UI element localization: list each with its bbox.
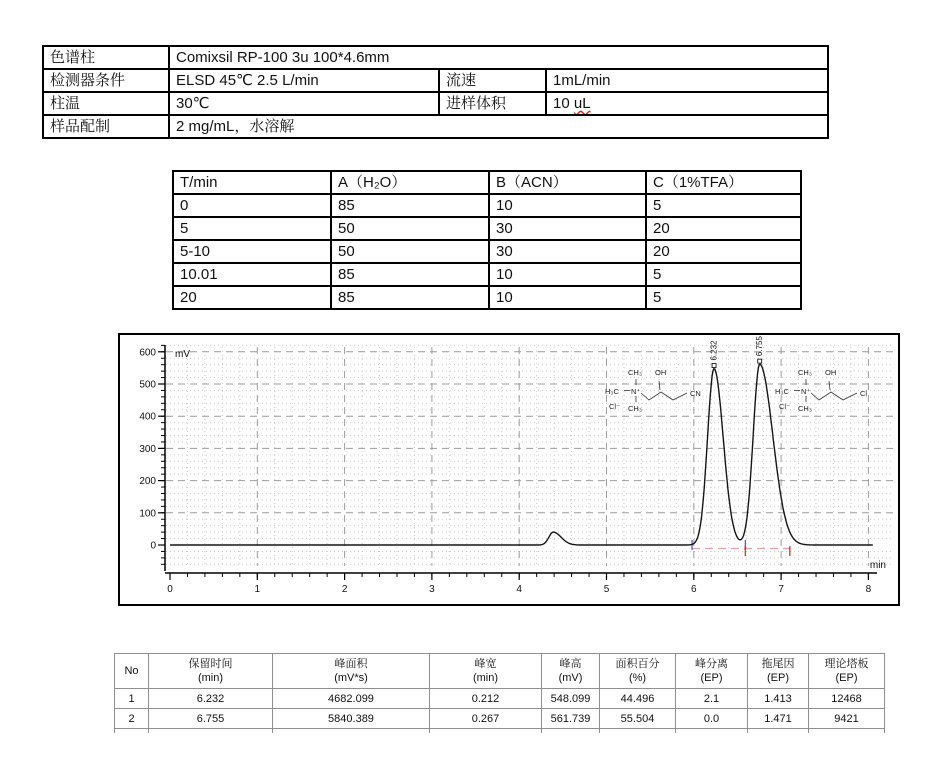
- gradient-header-cell: T/min: [173, 171, 331, 194]
- results-header-cell: 峰面积 (mV*s): [273, 654, 430, 689]
- results-cell: 9421: [809, 709, 885, 729]
- nitrogen-label: N⁺: [801, 387, 811, 396]
- gradient-table: [172, 170, 802, 310]
- x-axis-unit-label: min: [869, 560, 886, 571]
- gradient-row: [173, 217, 801, 240]
- molecule-structure-2: [775, 368, 867, 413]
- top-methyl-label: CH₃: [798, 368, 812, 377]
- gradient-cell: 20: [646, 217, 801, 240]
- y-tick-label: 300: [139, 443, 156, 455]
- results-header-cell: 峰高 (mV): [542, 654, 600, 689]
- x-tick-label: 0: [167, 584, 173, 595]
- condition-label: 进样体积: [439, 92, 546, 115]
- y-tick-label: 100: [139, 508, 156, 520]
- condition-value: Comixsil RP-100 3u 100*4.6mm: [169, 46, 828, 69]
- results-cell: 44.496: [600, 689, 676, 709]
- y-tick-label: 400: [139, 411, 156, 423]
- gradient-cell: 10: [489, 263, 646, 286]
- results-cell: 1.471: [748, 709, 809, 729]
- condition-label: 色谱柱: [43, 46, 169, 69]
- gradient-row: [173, 194, 801, 217]
- conditions-row: [43, 69, 828, 92]
- results-cropped-cell: [748, 729, 809, 734]
- results-cropped-cell: [115, 729, 149, 734]
- bond-line: [829, 381, 830, 390]
- gradient-cell: 85: [331, 286, 489, 309]
- bond-line: [659, 381, 660, 390]
- y-tick-label: 0: [150, 540, 156, 552]
- results-cell: 6.755: [149, 709, 273, 729]
- results-cropped-cell: [600, 729, 676, 734]
- gradient-cell: 5: [646, 286, 801, 309]
- condition-value: ELSD 45℃ 2.5 L/min: [169, 69, 439, 92]
- condition-value: 2 mg/mL，水溶解: [169, 115, 828, 138]
- left-methyl-label: H₃C: [775, 387, 789, 396]
- gradient-cell: 0: [173, 194, 331, 217]
- condition-value: 1mL/min: [546, 69, 828, 92]
- signal-trace: [170, 364, 873, 545]
- x-tick-label: 7: [778, 584, 784, 595]
- gradient-cell: 5: [646, 263, 801, 286]
- injection-volume-number: 10: [553, 94, 574, 112]
- gradient-header-cell: A（H₂O）: [331, 171, 489, 194]
- y-tick-label: 200: [139, 476, 156, 488]
- results-cell: 12468: [809, 689, 885, 709]
- results-cell: 4682.099: [273, 689, 430, 709]
- nitrogen-label: N⁺: [631, 387, 641, 396]
- gradient-row: [173, 240, 801, 263]
- results-header-cell: 保留时间 (min): [149, 654, 273, 689]
- conditions-table: [42, 45, 829, 139]
- condition-label: 流速: [439, 69, 546, 92]
- conditions-row: [43, 92, 828, 115]
- y-tick-label: 600: [139, 347, 156, 359]
- chromatogram-panel: [118, 333, 900, 606]
- gradient-cell: 10: [489, 194, 646, 217]
- bottom-methyl-label: CH₃: [798, 404, 812, 413]
- peak-apex-marker: [712, 364, 716, 368]
- results-cell: 6.232: [149, 689, 273, 709]
- results-cropped-cell: [149, 729, 273, 734]
- gradient-cell: 50: [331, 240, 489, 263]
- gradient-cell: 30: [489, 240, 646, 263]
- condition-value: [546, 92, 828, 115]
- x-tick-label: 4: [516, 584, 522, 595]
- results-header-cell: No: [115, 654, 149, 689]
- results-cell: 561.739: [542, 709, 600, 729]
- top-methyl-label: CH₃: [628, 368, 642, 377]
- results-header-cell: 拖尾因 (EP): [748, 654, 809, 689]
- results-cropped-cell: [676, 729, 748, 734]
- results-cell: 1: [115, 689, 149, 709]
- gradient-header-cell: B（ACN）: [489, 171, 646, 194]
- y-axis-unit-label: mV: [175, 349, 190, 360]
- x-tick-label: 3: [429, 584, 435, 595]
- results-header-cell: 面积百分 (%): [600, 654, 676, 689]
- gradient-row: [173, 286, 801, 309]
- terminal-group-label: Cl: [860, 389, 868, 398]
- results-row: [115, 689, 885, 709]
- results-row: [115, 709, 885, 729]
- gradient-cell: 50: [331, 217, 489, 240]
- gradient-header-cell: C（1%TFA）: [646, 171, 801, 194]
- results-header-cell: 峰分离 (EP): [676, 654, 748, 689]
- x-tick-label: 8: [865, 584, 872, 595]
- results-header-cell: 理论塔板 (EP): [809, 654, 885, 689]
- x-tick-label: 6: [691, 584, 697, 595]
- condition-label: 检测器条件: [43, 69, 169, 92]
- results-cropped-row: [115, 729, 885, 734]
- results-cell: 55.504: [600, 709, 676, 729]
- injection-volume-unit-misspelled: uL: [573, 94, 591, 112]
- gradient-header-row: [173, 171, 801, 194]
- chromatogram-chart: [120, 335, 898, 604]
- terminal-group-label: CN: [690, 389, 701, 398]
- gradient-cell: 5: [173, 217, 331, 240]
- results-cell: 2.1: [676, 689, 748, 709]
- bottom-methyl-label: CH₃: [628, 404, 642, 413]
- gradient-cell: 5: [646, 194, 801, 217]
- x-tick-label: 2: [341, 584, 348, 595]
- conditions-row: [43, 46, 828, 69]
- results-cropped-cell: [430, 729, 542, 734]
- results-cropped-cell: [809, 729, 885, 734]
- results-cell: 0.0: [676, 709, 748, 729]
- results-cell: 0.267: [430, 709, 542, 729]
- condition-label: 样品配制: [43, 115, 169, 138]
- gradient-cell: 85: [331, 263, 489, 286]
- peak-retention-label: 6.232: [709, 340, 719, 361]
- bond-line: [641, 392, 687, 400]
- bond-line: [811, 392, 857, 400]
- x-tick-label: 1: [254, 584, 261, 595]
- gradient-cell: 20: [646, 240, 801, 263]
- peak-results-table: [114, 653, 885, 733]
- condition-label: 柱温: [43, 92, 169, 115]
- results-header-row: [115, 654, 885, 689]
- results-cropped-cell: [542, 729, 600, 734]
- gradient-cell: 20: [173, 286, 331, 309]
- y-tick-label: 500: [139, 379, 156, 391]
- hydroxyl-label: OH: [825, 368, 837, 377]
- results-cell: 1.413: [748, 689, 809, 709]
- results-cropped-cell: [273, 729, 430, 734]
- chloride-label: Cl⁻: [779, 402, 791, 411]
- results-cell: 548.099: [542, 689, 600, 709]
- gradient-cell: 10: [489, 286, 646, 309]
- gradient-cell: 85: [331, 194, 489, 217]
- gradient-row: [173, 263, 801, 286]
- x-tick-label: 5: [603, 584, 610, 595]
- peak-apex-marker: [758, 359, 762, 363]
- gradient-cell: 5-10: [173, 240, 331, 263]
- gradient-cell: 30: [489, 217, 646, 240]
- chloride-label: Cl⁻: [609, 402, 621, 411]
- left-methyl-label: H₃C: [605, 387, 619, 396]
- results-header-cell: 峰宽 (min): [430, 654, 542, 689]
- condition-value: 30℃: [169, 92, 439, 115]
- results-cell: 2: [115, 709, 149, 729]
- hydroxyl-label: OH: [655, 368, 667, 377]
- gradient-cell: 10.01: [173, 263, 331, 286]
- results-cell: 5840.389: [273, 709, 430, 729]
- conditions-row: [43, 115, 828, 138]
- peak-retention-label: 6.755: [755, 336, 765, 357]
- results-cell: 0.212: [430, 689, 542, 709]
